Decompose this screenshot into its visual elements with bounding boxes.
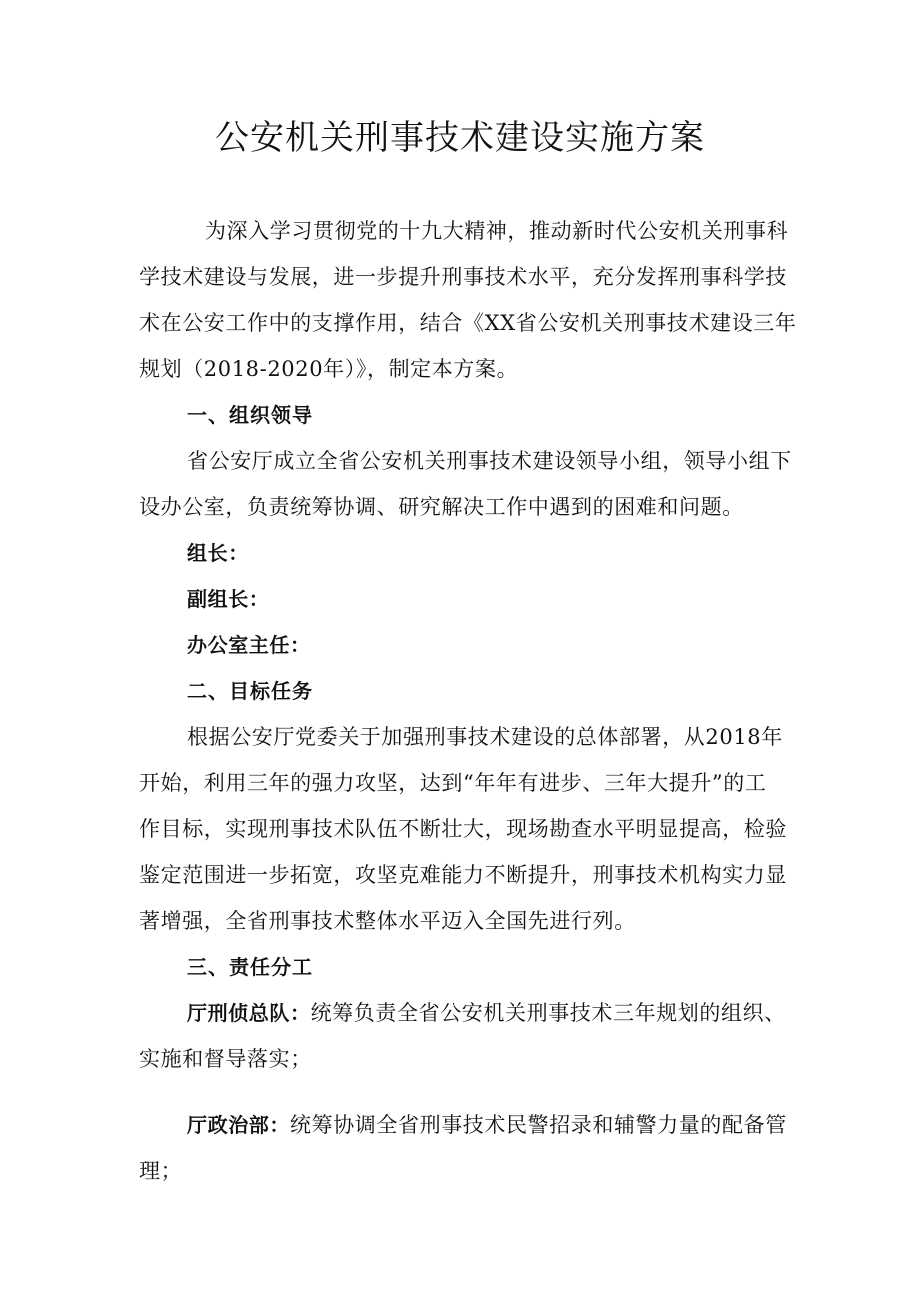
section-2-body-line-3: 作目标，实现刑事技术队伍不断壮大，现场勘查水平明显提高，检验 (139, 817, 787, 841)
duty-item-political-department-cont: 理； (139, 1159, 183, 1183)
duty-item-label: 厅政治部： (187, 1113, 290, 1137)
section-1-body-line-2: 设办公室，负责统筹协调、研究解决工作中遇到的困难和问题。 (139, 495, 744, 519)
intro-line-1: 为深入学习贯彻党的十九大精神，推动新时代公安机关刑事科 (205, 219, 789, 243)
duty-item-label: 厅刑侦总队： (187, 1001, 311, 1025)
duty-item-text: 统筹负责全省公安机关刑事技术三年规划的组织、 (310, 1001, 786, 1025)
document-title: 公安机关刑事技术建设实施方案 (215, 118, 705, 158)
role-office-director: 办公室主任： (187, 633, 311, 657)
section-2-body-line-1: 根据公安厅党委关于加强刑事技术建设的总体部署，从2018年 (187, 725, 783, 749)
role-leader: 组长： (187, 541, 249, 565)
intro-line-4: 规划（2018-2020年）》，制定本方案。 (139, 357, 519, 381)
section-1-heading: 一、组织领导 (187, 403, 313, 427)
duty-item-political-department (187, 1110, 787, 1140)
duty-item-criminal-investigation (187, 998, 786, 1028)
section-2-body-line-5: 著增强，全省刑事技术整体水平迈入全国先进行列。 (139, 909, 636, 933)
role-deputy-leader: 副组长： (187, 587, 270, 611)
section-3-heading: 三、责任分工 (187, 955, 313, 979)
section-2-body-line-4: 鉴定范围进一步拓宽，攻坚克难能力不断提升，刑事技术机构实力显 (139, 863, 787, 887)
intro-line-3: 术在公安工作中的支撑作用，结合《XX省公安机关刑事技术建设三年 (139, 311, 797, 335)
section-2-heading: 二、目标任务 (187, 679, 313, 703)
section-2-body-line-2: 开始，利用三年的强力攻坚，达到“年年有进步、三年大提升”的工 (139, 771, 767, 795)
duty-item-criminal-investigation-cont: 实施和督导落实； (139, 1047, 312, 1071)
section-1-body-line-1: 省公安厅成立全省公安机关刑事技术建设领导小组，领导小组下 (187, 449, 792, 473)
intro-line-2: 学技术建设与发展，进一步提升刑事技术水平，充分发挥刑事科学技 (139, 265, 787, 289)
duty-item-text: 统筹协调全省刑事技术民警招录和辅警力量的配备管 (290, 1113, 787, 1137)
